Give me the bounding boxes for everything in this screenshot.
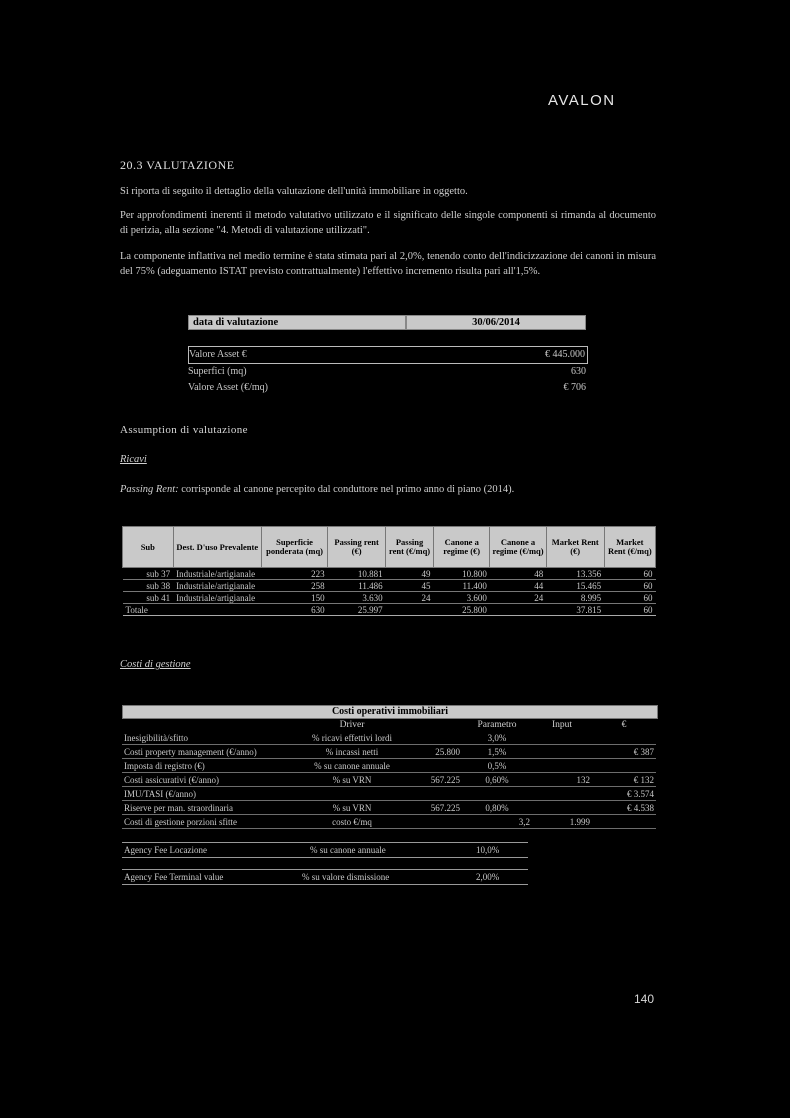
- method-paragraph: Per approfondimenti inerenti il metodo valutativo utilizzato e il significato delle singole componenti si rimanda al documento di perizia, alla sezione "4. Metodi di valutazione utilizzati".: [120, 210, 656, 236]
- cost-cell: [412, 759, 462, 773]
- table-row: [122, 759, 656, 773]
- rent-cell: 60: [604, 568, 655, 580]
- valuation-label: Valore Asset (€/mq): [188, 382, 268, 393]
- rent-total-cell: [173, 604, 261, 616]
- cost-cell: 0,5%: [462, 759, 532, 773]
- rent-col-header: Passing rent (€/mq): [386, 527, 434, 568]
- rent-total-cell: 630: [261, 604, 327, 616]
- rent-total-cell: 60: [604, 604, 655, 616]
- cost-cell: 567.225: [412, 801, 462, 815]
- cost-cell: 3,0%: [462, 731, 532, 745]
- rent-total-cell: 37.815: [546, 604, 604, 616]
- table-row: [123, 592, 656, 604]
- rent-cell: 45: [386, 580, 434, 592]
- costs-table-header: [122, 719, 656, 731]
- rent-cell: Industriale/artigianale: [173, 592, 261, 604]
- agency-value: 2,00%: [476, 872, 500, 882]
- valuation-row-per-sqm: [188, 380, 588, 396]
- cost-cell: [532, 801, 592, 815]
- rent-cell: 10.881: [328, 568, 386, 580]
- section-title: 20.3 VALUTAZIONE: [120, 158, 235, 172]
- cost-cell: [412, 787, 462, 801]
- agency-fee-terminal-row: [122, 869, 528, 885]
- rent-col-header: Canone a regime (€/mq): [490, 527, 546, 568]
- cost-cell: [532, 759, 592, 773]
- cost-col-header: Driver: [339, 720, 365, 730]
- rent-col-header: Superficie ponderata (mq): [261, 527, 327, 568]
- rent-cell: 8.995: [546, 592, 604, 604]
- cost-cell: 0,80%: [462, 801, 532, 815]
- rent-total-cell: 25.800: [434, 604, 490, 616]
- cost-cell: 1,5%: [462, 745, 532, 759]
- cost-cell: 3,2: [462, 815, 532, 829]
- cost-cell: [592, 815, 656, 829]
- cost-cell: Costi assicurativi (€/anno): [122, 773, 292, 787]
- rent-col-header: Sub: [123, 527, 174, 568]
- table-row: [122, 787, 656, 801]
- rent-cell: 223: [261, 568, 327, 580]
- agency-value: 10,0%: [476, 845, 500, 855]
- cost-cell: Costi property management (€/anno): [122, 745, 292, 759]
- rent-col-header: Passing rent (€): [328, 527, 386, 568]
- cost-cell: Riserve per man. straordinaria: [122, 801, 292, 815]
- cost-cell: [532, 731, 592, 745]
- agency-label: Agency Fee Locazione: [124, 845, 207, 855]
- intro-paragraph: Si riporta di seguito il dettaglio della valutazione dell'unità immobiliare in oggetto.: [120, 186, 468, 197]
- rent-cell: 150: [261, 592, 327, 604]
- inflation-paragraph: La componente inflattiva nel medio termine è stata stimata pari al 2,0%, tenendo conto dell'indicizzazione dei canoni in misura del 75% (adeguamento ISTAT previsto contrattualmente) l'effettivo incremento risulta pari all'1,5%.: [120, 251, 656, 277]
- rent-cell: 60: [604, 592, 655, 604]
- rent-cell: 44: [490, 580, 546, 592]
- table-row: [123, 568, 656, 580]
- rent-col-header: Canone a regime (€): [434, 527, 490, 568]
- rent-cell: 24: [490, 592, 546, 604]
- cost-cell: 25.800: [412, 745, 462, 759]
- costs-table-title: Costi operativi immobiliari: [122, 705, 658, 719]
- cost-cell: [462, 787, 532, 801]
- table-row: [123, 580, 656, 592]
- valuation-value: € 706: [563, 382, 586, 393]
- cost-col-header: [412, 719, 462, 731]
- rent-cell: 60: [604, 580, 655, 592]
- cost-cell: [292, 787, 412, 801]
- cost-cell: % incassi netti: [292, 745, 412, 759]
- cost-cell: Costi di gestione porzioni sfitte: [122, 815, 292, 829]
- cost-cell: [532, 745, 592, 759]
- cost-cell: [592, 731, 656, 745]
- rent-cell: 258: [261, 580, 327, 592]
- rent-table-header: [123, 527, 656, 568]
- cost-cell: € 132: [592, 773, 656, 787]
- valuation-row-asset: [188, 346, 588, 364]
- rent-cell: 11.400: [434, 580, 490, 592]
- valuation-value: € 445.000: [545, 349, 585, 360]
- rent-total-cell: [386, 604, 434, 616]
- rent-cell: sub 38: [123, 580, 174, 592]
- table-row: [122, 773, 656, 787]
- table-row: [122, 745, 656, 759]
- rent-col-header: Market Rent (€): [546, 527, 604, 568]
- rent-col-header: Market Rent (€/mq): [604, 527, 655, 568]
- cost-cell: [592, 759, 656, 773]
- rent-total-cell: [490, 604, 546, 616]
- rent-total-cell: 25.997: [328, 604, 386, 616]
- rent-cell: 15.465: [546, 580, 604, 592]
- cost-cell: % su VRN: [292, 773, 412, 787]
- costs-table: [122, 719, 656, 829]
- cost-cell: [412, 815, 462, 829]
- rent-cell: 48: [490, 568, 546, 580]
- rent-cell: 11.486: [328, 580, 386, 592]
- passing-rent-note: [120, 484, 514, 495]
- table-row: [122, 731, 656, 745]
- cost-cell: 0,60%: [462, 773, 532, 787]
- rent-col-header: Dest. D'uso Prevalente: [173, 527, 261, 568]
- valuation-value: 630: [571, 366, 586, 377]
- cost-cell: 132: [532, 773, 592, 787]
- cost-col-header: Parametro: [477, 720, 517, 730]
- rent-cell: sub 41: [123, 592, 174, 604]
- agency-driver: % su canone annuale: [310, 845, 386, 855]
- valuation-date-value: 30/06/2014: [406, 315, 586, 330]
- cost-cell: % su VRN: [292, 801, 412, 815]
- agency-fee-locazione-row: [122, 842, 528, 858]
- cost-cell: 567.225: [412, 773, 462, 787]
- rent-cell: 10.800: [434, 568, 490, 580]
- valuation-summary: [188, 346, 588, 396]
- cost-cell: % ricavi effettivi lordi: [292, 731, 412, 745]
- valuation-date-label: data di valutazione: [188, 315, 406, 330]
- cost-cell: 1.999: [532, 815, 592, 829]
- agency-label: Agency Fee Terminal value: [124, 872, 224, 882]
- table-row: [122, 815, 656, 829]
- passing-rent-text: corrisponde al canone percepito dal conduttore nel primo anno di piano (2014).: [178, 484, 515, 495]
- rent-total-row: [123, 604, 656, 616]
- passing-rent-term: Passing Rent:: [120, 484, 179, 495]
- valuation-label: Valore Asset €: [189, 349, 247, 360]
- table-row: [122, 801, 656, 815]
- cost-cell: Imposta di registro (€): [122, 759, 292, 773]
- cost-cell: Inesigibilità/sfitto: [122, 731, 292, 745]
- valuation-date-header: [188, 315, 586, 329]
- cost-col-header: €: [621, 720, 627, 730]
- rent-cell: Industriale/artigianale: [173, 568, 261, 580]
- rent-cell: 13.356: [546, 568, 604, 580]
- company-logo: AVALON: [548, 92, 616, 109]
- cost-cell: IMU/TASI (€/anno): [122, 787, 292, 801]
- cost-cell: [532, 787, 592, 801]
- rent-cell: 3.600: [434, 592, 490, 604]
- cost-cell: % su canone annuale: [292, 759, 412, 773]
- page-number: 140: [634, 992, 655, 1006]
- assumptions-title: Assumption di valutazione: [120, 424, 248, 436]
- rent-table: [122, 526, 656, 616]
- rent-cell: 3.630: [328, 592, 386, 604]
- cost-col-header: Input: [551, 720, 573, 730]
- rent-cell: 24: [386, 592, 434, 604]
- rent-total-cell: Totale: [123, 604, 174, 616]
- valuation-row-surface: [188, 364, 588, 380]
- rent-cell: sub 37: [123, 568, 174, 580]
- costs-heading: Costi di gestione: [120, 659, 191, 670]
- rent-cell: Industriale/artigianale: [173, 580, 261, 592]
- cost-col-header: [122, 719, 292, 731]
- cost-cell: [412, 731, 462, 745]
- cost-cell: € 387: [592, 745, 656, 759]
- agency-driver: % su valore dismissione: [302, 872, 390, 882]
- cost-cell: € 3.574: [592, 787, 656, 801]
- cost-cell: costo €/mq: [292, 815, 412, 829]
- rent-cell: 49: [386, 568, 434, 580]
- ricavi-heading: Ricavi: [120, 454, 147, 465]
- cost-cell: € 4.538: [592, 801, 656, 815]
- valuation-label: Superfici (mq): [188, 366, 247, 377]
